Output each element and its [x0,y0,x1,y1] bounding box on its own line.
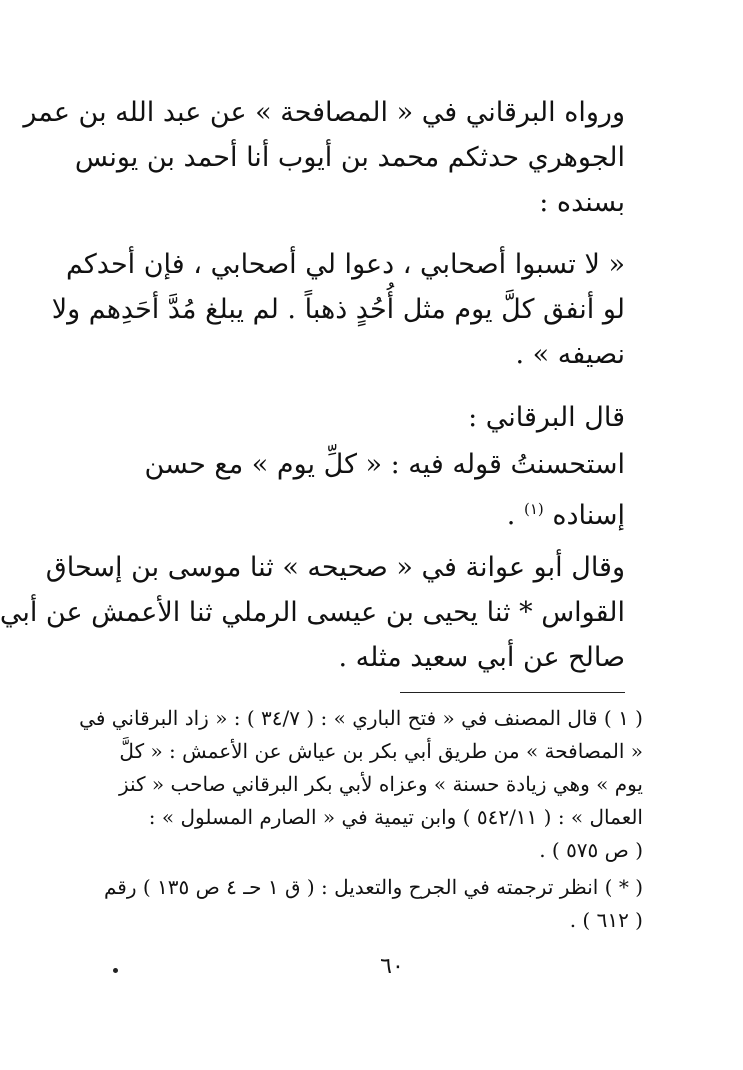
footnote-line: ( ٦١٢ ) . [569,908,643,932]
footnote-divider [400,692,625,693]
text-line: قال البرقاني : [468,402,625,433]
text-line: الجوهري حدثكم محمد بن أيوب أنا أحمد بن يونس [74,142,625,173]
dot-mark [113,968,118,973]
text-line: صالح عن أبي سعيد مثله . [338,642,625,673]
footnotes-section [79,702,643,937]
footnote-line: العمال » : ( ٥٤٢/١١ ) وابن تيمية في « الصارم المسلول » : [148,805,643,829]
footnote-1 [79,702,643,867]
footnote-line: ( ١ ) قال المصنف في « فتح الباري » : ( ٣٤/٧ ) : « زاد البرقاني في [79,706,643,730]
text-line: استحسنتُ قوله فيه : « كلِّ يوم » مع حسن [144,449,625,480]
text-line: ورواه البرقاني في « المصافحة » عن عبد الله بن عمر [23,97,625,128]
page-number: ٦٠ [380,954,404,979]
text-line: « لا تسبوا أصحابي ، دعوا لي أصحابي ، فإن أحدكم [65,249,625,280]
text-line: القواس * ثنا يحيى بن عيسى الرملي ثنا الأعمش عن أبي [0,597,625,628]
paragraph-abu-awana [0,545,625,680]
text-segment: إسناده [552,500,625,531]
footnote-line: يوم » وهي زيادة حسنة » وعزاه لأبي بكر البرقاني صاحب « كنز [118,772,643,796]
footnote-star [103,871,643,937]
text-line: لو أنفق كلَّ يوم مثل أُحُدٍ ذهباً . لم يبلغ مُدَّ أحَدِهم ولا [51,294,625,325]
paragraph-barqani-said [115,395,625,440]
text-line: نصيفه » . [515,339,625,370]
paragraph-barqani-comment [115,442,625,538]
sentence-end-mark: . [506,500,516,531]
footnote-reference[interactable]: (١) [523,500,544,518]
text-line: وقال أبو عوانة في « صحيحه » ثنا موسى بن إسحاق [45,552,625,583]
footnote-line: ( ص ٥٧٥ ) . [539,838,643,862]
text-line [115,487,625,538]
footnote-line: ( * ) انظر ترجمته في الجرح والتعديل : ( ق ١ حـ ٤ ص ١٣٥ ) رقم [103,875,643,899]
paragraph-barqani-narration [23,90,625,225]
footnote-line: « المصافحة » من طريق أبي بكر بن عياش عن الأعمش : « كلَّ [119,739,643,763]
text-line: بسنده : [539,187,625,218]
paragraph-hadith-quote [51,242,625,377]
